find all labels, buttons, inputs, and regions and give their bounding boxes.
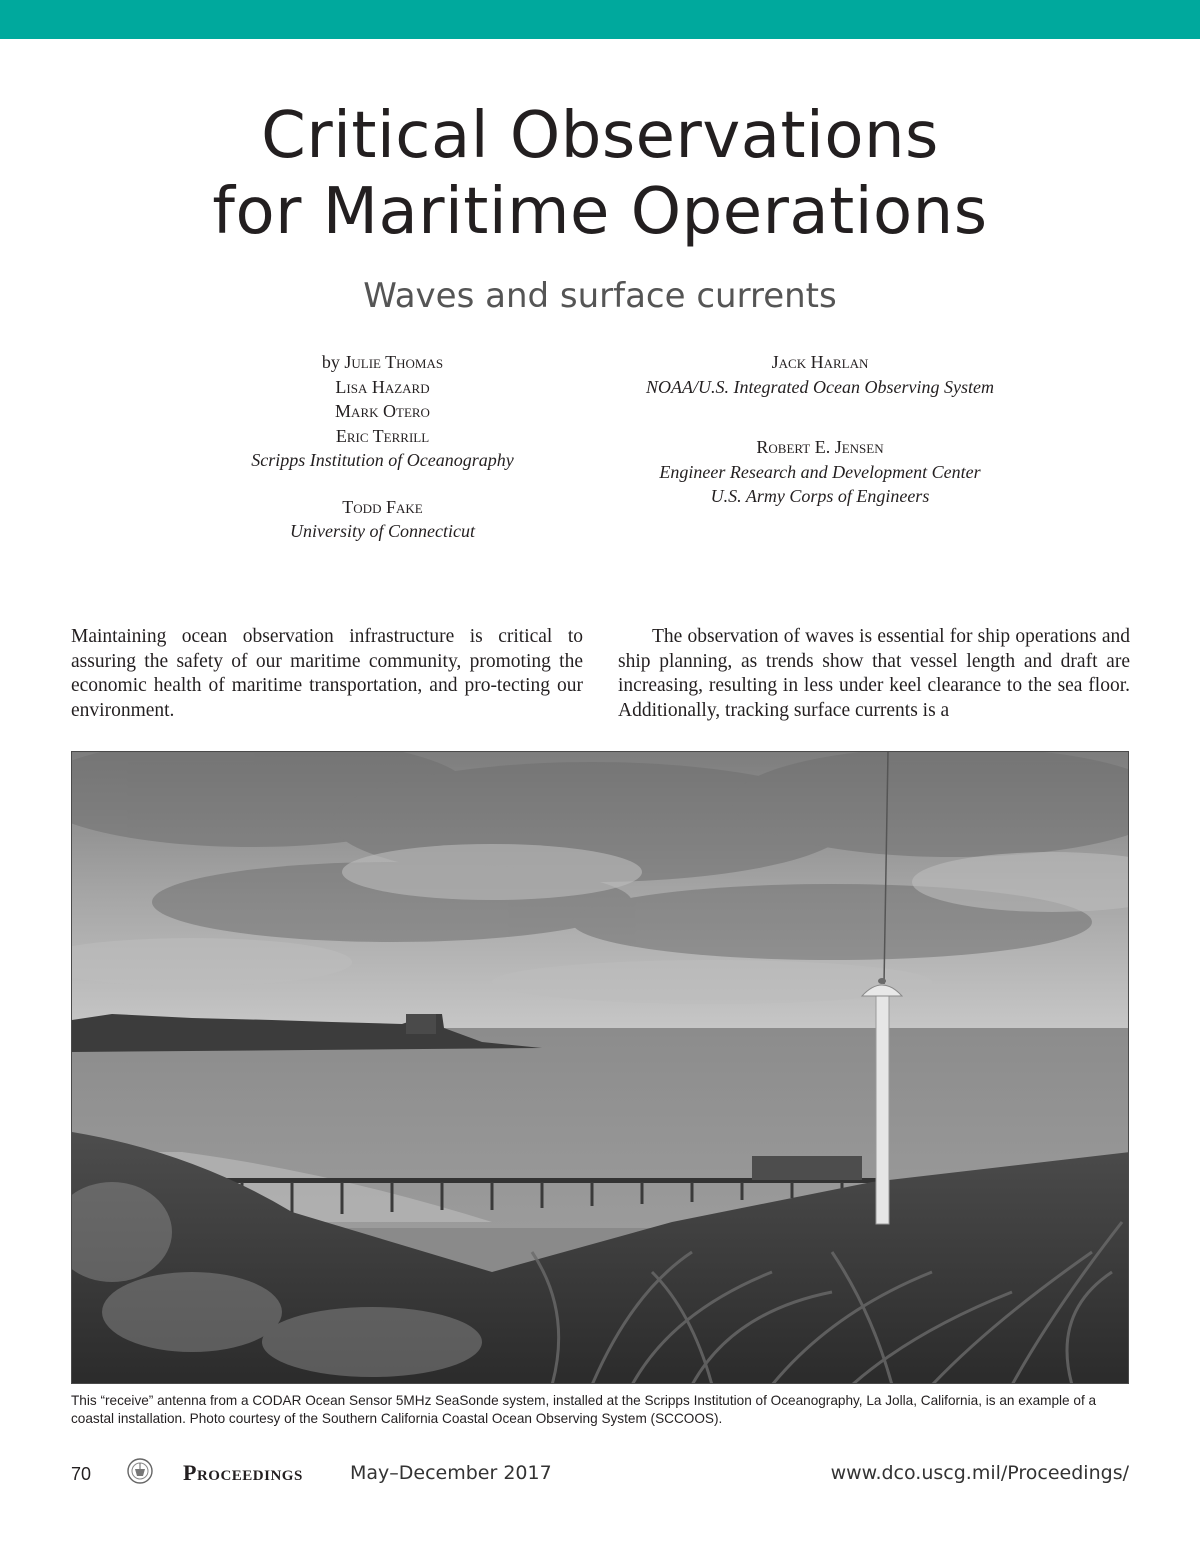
by-word: by [321, 352, 340, 372]
journal-name: Proceedings [183, 1460, 303, 1485]
top-color-band [0, 0, 1200, 39]
title-line-2: for Maritime Operations [212, 175, 988, 249]
article-subtitle: Waves and surface currents [363, 276, 837, 316]
body-column-right: The observation of waves is essential for ship operations and ship planning, as trends show that vessel length and draft are increasing, resulting in less under keel clearance to the sea floor. Additionally, tracking surface currents is a [618, 626, 1130, 721]
author-affiliation: University of Connecticut [290, 521, 475, 541]
author-affiliation: Scripps Institution of Oceanography [251, 450, 514, 470]
author-name: Jack Harlan [771, 352, 869, 372]
article-title [0, 98, 1200, 250]
author-name: Lisa Hazard [335, 376, 430, 397]
author-affiliation: U.S. Army Corps of Engineers [710, 486, 930, 506]
author-affiliation: Engineer Research and Development Center [659, 461, 981, 482]
author-name: Eric Terrill [335, 425, 430, 446]
issue-date: May–December 2017 [350, 1462, 552, 1484]
author-line [200, 350, 565, 375]
uscg-seal-icon [127, 1458, 153, 1484]
page-footer [71, 1456, 1129, 1490]
author-name: Todd Fake [342, 496, 423, 517]
byline-right [600, 350, 1040, 509]
author-name: Robert E. Jensen [756, 437, 884, 457]
author-name: Julie Thomas [344, 352, 444, 372]
title-line-1: Critical Observations [261, 99, 939, 173]
byline-left [200, 350, 565, 544]
author-affiliation: NOAA/U.S. Integrated Ocean Observing System [646, 376, 994, 397]
photo-caption: This “receive” antenna from a CODAR Ocean Sensor 5MHz SeaSonde system, installed at the Scripps Institution of Oceanography, La Jolla, California, is an example of a coastal installation. Photo courtesy of the Southern California Coastal Ocean Observing System (SCCOOS). [71, 1393, 1097, 1426]
author-name: Mark Otero [335, 401, 430, 421]
page-number: 70 [71, 1464, 92, 1484]
body-column-left: Maintaining ocean observation infrastructure is critical to assuring the safety of our maritime community, promoting the economic health of maritime transportation, and pro-tecting our environment. [71, 626, 583, 721]
coastal-antenna-photo [72, 752, 1129, 1384]
journal-url[interactable]: www.dco.uscg.mil/Proceedings/ [830, 1462, 1129, 1484]
article-photo [71, 751, 1129, 1384]
